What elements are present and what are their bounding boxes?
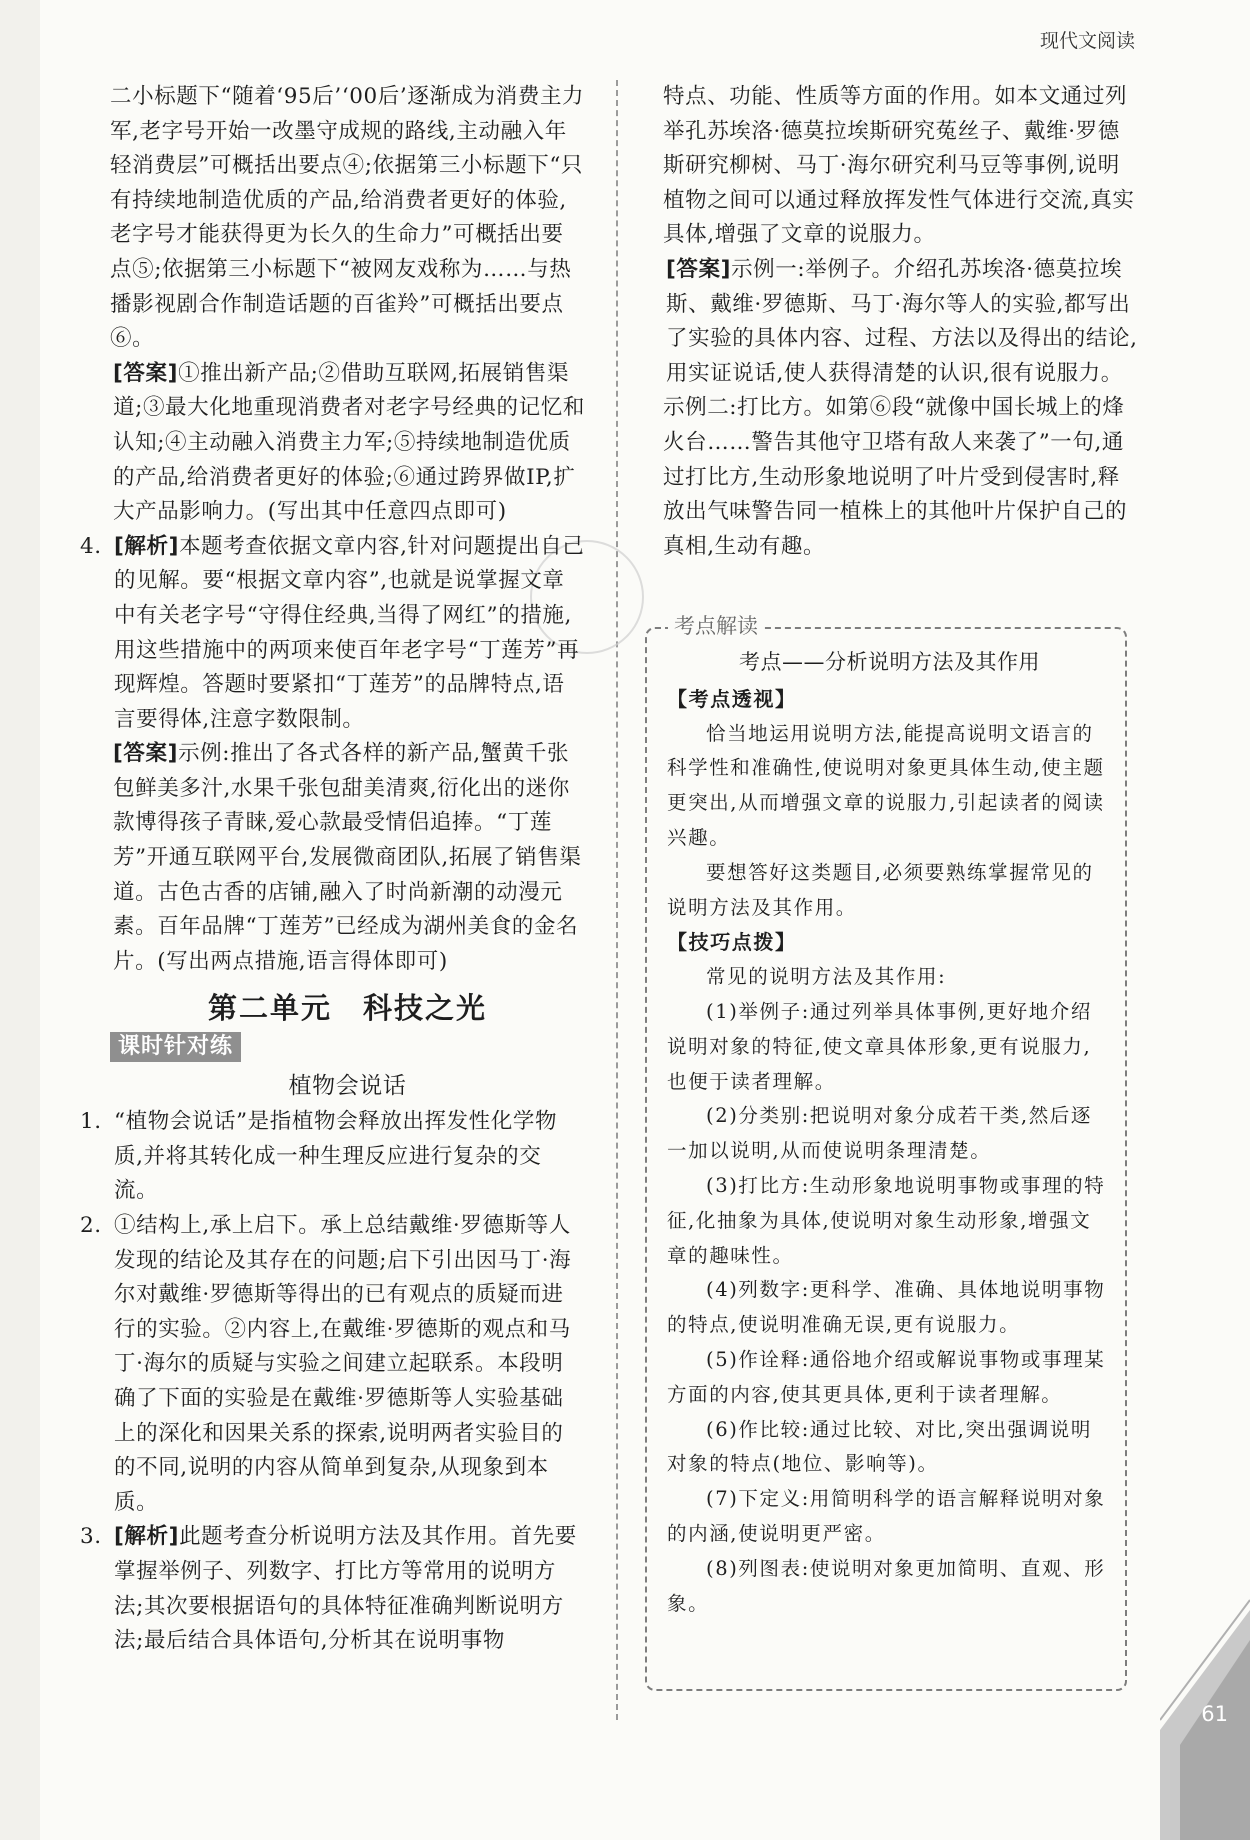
key-point-content	[667, 645, 1112, 1621]
column-divider	[616, 80, 618, 1720]
box-paragraph: 要想答好这类题目,必须要熟练掌握常见的说明方法及其作用。	[667, 860, 1094, 919]
key-point-box-label: 考点解读	[668, 610, 764, 640]
list-item	[80, 1105, 585, 1209]
section-heading-perspective: 【考点透视】	[667, 686, 797, 711]
item-text: “植物会说话”是指植物会释放出挥发性化学物质,并将其转化成一种生理反应进行复杂的交流。	[114, 1109, 558, 1204]
box-paragraph: 恰当地运用说明方法,能提高说明文语言的科学性和准确性,使说明对象更具体生动,使主题更突出,从而增强文章的说服力,引起读者的阅读兴趣。	[667, 721, 1105, 849]
section-header: 现代文阅读	[1039, 30, 1135, 52]
answer-text: 示例:推出了各式各样的新产品,蟹黄千张包鲜美多汁,水果千张包甜美清爽,衍化出的迷你款博得孩子青睐,爱心款最受情侣追捧。“丁莲芳”开通互联网平台,发展微商团队,拓展了销售渠道。古色古香的店铺,融入了时尚新潮的动漫元素。百年品牌“丁莲芳”已经成为湖州美食的金名片。(写出两点措施,语言得体即可)	[113, 741, 582, 974]
method-item: (4)列数字:更科学、准确、具体地说明事物的特点,使说明准确无误,更有说服力。	[667, 1278, 1106, 1337]
analysis-text: 本题考查依据文章内容,针对问题提出自己的见解。要“根据文章内容”,也就是说掌握文章中有关老字号“守得住经典,当得了网红”的措施,用这些措施中的两项来使百年老字号“丁莲芳”再现辉煌。答题时要紧扣“丁莲芳”的品牌特点,语言要得体,注意字数限制。	[114, 533, 585, 732]
intro-paragraph: 二小标题下“随着‘95后’‘00后’逐渐成为消费主力军,老字号开始一改墨守成规的路线,主动融入年轻消费层”可概括出要点④;依据第三小标题下“只有持续地制造优质的产品,给消费者更好的体验,老字号才能获得更为长久的生命力”可概括出要点⑤;依据第三小标题下“被网友戏称为……与热播影视剧合作制造话题的百雀羚”可概括出要点⑥。	[110, 84, 585, 352]
method-item: (7)下定义:用简明科学的语言解释说明对象的内涵,使说明更严密。	[667, 1487, 1106, 1545]
page-number: 61	[1201, 1702, 1228, 1726]
section-heading-tips: 【技巧点拨】	[667, 930, 797, 955]
unit-title: 第二单元 科技之光	[207, 991, 487, 1026]
answer-tag: [答案]	[113, 741, 179, 767]
practice-banner: 课时针对练	[110, 1032, 241, 1062]
key-point-title: 考点——分析说明方法及其作用	[739, 650, 1040, 674]
question-number: 4.	[80, 533, 102, 559]
method-item: (3)打比方:生动形象地说明事物或事理的特征,化抽象为具体,使说明对象生动形象,增强文章的趣味性。	[667, 1173, 1106, 1267]
lesson-title: 植物会说话	[288, 1072, 407, 1099]
list-item	[80, 1520, 585, 1658]
analysis-tag: [解析]	[114, 533, 180, 559]
method-item: (2)分类别:把说明对象分成若干类,然后逐一加以说明,从而使说明条理清楚。	[667, 1104, 1092, 1163]
method-item: (6)作比较:通过比较、对比,突出强调说明对象的特点(地位、影响等)。	[667, 1417, 1092, 1476]
answer-tag: [答案]	[666, 256, 732, 282]
list-item	[80, 1209, 585, 1520]
practice-banner-row	[110, 1030, 585, 1065]
item-number: 2.	[80, 1213, 102, 1238]
answer-text: 示例一:举例子。介绍孔苏埃洛·德莫拉埃斯、戴维·罗德斯、马丁·海尔等人的实验,都写出了实验的具体内容、过程、方法以及得出的结论,用实证说话,使人获得清楚的认识,很有说服力。	[666, 256, 1138, 386]
analysis-tag: [解析]	[114, 1524, 180, 1550]
method-item: (8)列图表:使说明对象更加简明、直观、形象。	[667, 1556, 1106, 1615]
method-item: (5)作诠释:通俗地介绍或解说事物或事理某方面的内容,使其更具体,更利于读者理解。	[667, 1347, 1106, 1406]
example-2-paragraph: 示例二:打比方。如第⑥段“就像中国长城上的烽火台……警告其他守卫塔有敌人来袭了”一句,通过打比方,生动形象地说明了叶片受到侵害时,释放出气味警告同一植株上的其他叶片保护自己的真相,生动有趣。	[663, 395, 1128, 559]
answer-3-paragraph	[110, 357, 585, 530]
continued-paragraph: 特点、功能、性质等方面的作用。如本文通过列举孔苏埃洛·德莫拉埃斯研究菟丝子、戴维·罗德斯研究柳树、马丁·海尔研究利马豆等事例,说明植物之间可以通过释放挥发性气体进行交流,真实具体,增强了文章的说服力。	[663, 84, 1135, 248]
question-4-analysis	[114, 530, 585, 738]
item-text	[114, 1520, 585, 1658]
box-paragraph: 常见的说明方法及其作用:	[706, 965, 947, 989]
answer-paragraph	[663, 253, 1138, 391]
analysis-text: 此题考查分析说明方法及其作用。首先要掌握举例子、列数字、打比方等常用的说明方法;其次要根据语句的具体特征准确判断说明方法;最后结合具体语句,分析其在说明事物	[114, 1524, 577, 1654]
answer-4-paragraph	[110, 737, 585, 979]
answer-tag: [答案]	[113, 360, 179, 386]
method-item: (1)举例子:通过列举具体事例,更好地介绍说明对象的特征,使文章具体形象,更有说服力,也便于读者理解。	[667, 999, 1092, 1093]
item-number: 3.	[80, 1524, 102, 1550]
item-number: 1.	[80, 1109, 102, 1135]
question-4	[80, 530, 585, 738]
right-column	[663, 80, 1138, 564]
answer-text: ①推出新产品;②借助互联网,拓展销售渠道;③最大化地重现消费者对老字号经典的记忆和认知;④主动融入消费主力军;⑤持续地制造优质的产品,给消费者更好的体验;⑥通过跨界做IP,扩大产品影响力。(写出其中任意四点即可)	[113, 360, 585, 525]
left-column	[80, 80, 585, 1659]
item-text: ①结构上,承上启下。承上总结戴维·罗德斯等人发现的结论及其存在的问题;启下引出因马丁·海尔对戴维·罗德斯等得出的已有观点的质疑而进行的实验。②内容上,在戴维·罗德斯的观点和马丁·海尔的质疑与实验之间建立起联系。本段明确了下面的实验是在戴维·罗德斯等人实验基础上的深化和因果关系的探索,说明两者实验目的的不同,说明的内容从简单到复杂,从现象到本质。	[114, 1213, 572, 1515]
